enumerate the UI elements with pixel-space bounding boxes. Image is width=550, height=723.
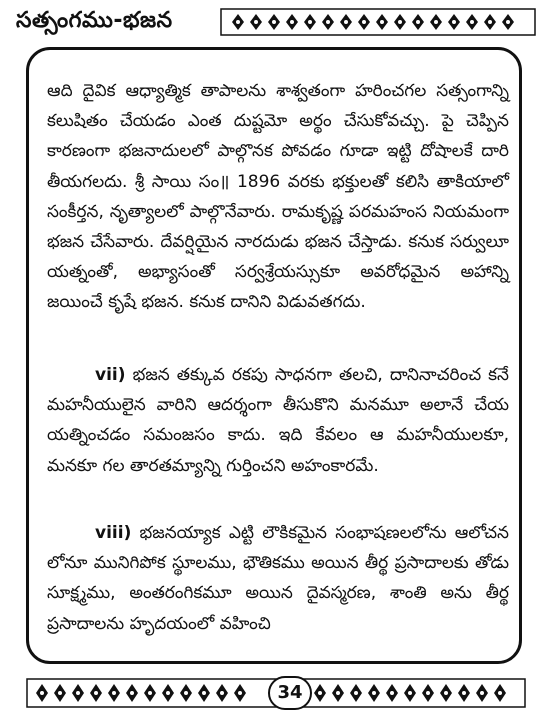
paragraph-text: భజన తక్కువ రకపు సాధనగా తలచి, దానినాచరించ కనే మహనీయులైన వారిని ఆదర్శంగా తీసుకొని మనమూ అలానే చేయ యత్నించడం సమంజసం కాదు. ఇది కేవలం ఆ మహనీయులకూ, మనకూ గల తారతమ్యాన్ని గుర్తించని అహంకారమే. <box>47 365 509 476</box>
paragraph-label: viii) <box>95 523 132 543</box>
running-title: సత్సంగము-భజన <box>16 8 173 33</box>
text-frame <box>26 47 522 664</box>
paragraph-text: ఆది దైవిక ఆధ్యాత్మిక తాపాలను శాశ్వతంగా హరించగల సత్సంగాన్ని కలుషితం చేయడం ఎంత దుష్టమో అర్థం చేసుకోవచ్చు. పై చెప్పిన కారణంగా భజనాదులలో పాల్గొనక పోవడం గూడా ఇట్టి దోషాలకే దారి తీయగలదు. శ్రీ సాయి సం॥ 1896 వరకు భక్తులతో కలిసి తాకియాలో సంకీర్తన, నృత్యాలలో పాల్గొనేవారు. రామకృష్ణ పరమహంస నియమంగా భజన చేసేవారు. దేవర్షియైన నారదుడు భజన చేస్తాడు. కనుక సర్వులూ యత్నంతో, అభ్యాసంతో సర్వశ్రేయస్సుకూ అవరోధమైన అహాన్ని జయించే కృషే భజన. కనుక దానిని విడువతగదు. <box>47 81 509 313</box>
page-header <box>6 2 546 44</box>
paragraph-label: vii) <box>95 365 126 385</box>
paragraph-intro <box>47 76 509 318</box>
header-ornament-border <box>220 8 536 36</box>
paragraph-text: భజనయ్యాక ఎట్టి లౌకికమైన సంభాషణలలోను ఆలోచన లోనూ మునిగిపోక స్థూలము, భౌతికము అయిన తీర్థ ప్రసాదాలకు తోడు సూక్ష్మము, అంతరంగికమూ అయిన దైవస్మరణ, శాంతి అను తీర్థ ప్రసాదాలను హృదయంలో వహించి <box>47 523 509 634</box>
paragraph-vii <box>47 360 509 481</box>
paragraph-viii <box>47 518 509 639</box>
page-number: 34 <box>268 676 312 710</box>
page-footer <box>26 672 526 716</box>
